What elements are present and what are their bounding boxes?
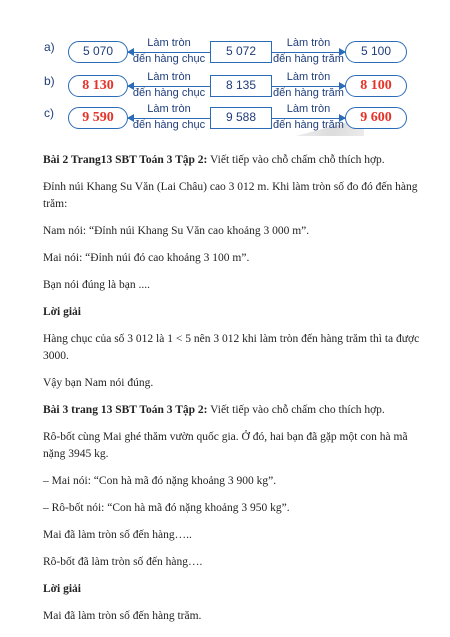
arrow-label-top: Làm tròn <box>147 103 191 115</box>
exercise-2-question: Bạn nói đúng là bạn .... <box>43 279 150 291</box>
exercise-row-b <box>0 72 450 102</box>
original-number-box: 8 135 <box>210 75 272 97</box>
exercise-3-question-robot: Rô-bốt đã làm tròn số đến hàng…. <box>43 556 203 568</box>
exercise-row-c <box>0 104 450 134</box>
row-letter: b) <box>44 74 55 88</box>
exercise-3-title: Bài 3 trang 13 SBT Toán 3 Tập 2: <box>43 404 208 416</box>
exercise-2-mai-statement: Mai nói: “Đỉnh núi đó cao khoảng 3 100 m”. <box>43 252 250 264</box>
rounded-tens-box: 5 070 <box>68 41 128 63</box>
arrow-label-top: Làm tròn <box>147 37 191 49</box>
exercise-2-problem: Đỉnh núi Khang Su Văn (Lai Châu) cao 3 012 m. Khi làm tròn số đo đó đến hàng trăm: <box>43 181 418 210</box>
arrow-label-bottom: đến hàng trăm <box>273 87 344 99</box>
exercise-3-solution-label: Lời giải <box>43 583 81 595</box>
exercise-3-mai-statement: – Mai nói: “Con hà mã đó nặng khoảng 3 900 kg”. <box>43 475 277 487</box>
original-number-box: 9 588 <box>210 107 272 129</box>
exercise-3-problem: Rô-bốt cùng Mai ghé thăm vườn quốc gia. Ở đó, hai bạn đã gặp một con hà mã nặng 3945 kg. <box>43 431 408 460</box>
rounding-exercise-figure <box>0 0 450 142</box>
exercise-2-conclusion: Vậy bạn Nam nói đúng. <box>43 377 154 389</box>
arrow-label-top: Làm tròn <box>286 37 331 49</box>
arrow-label-bottom: đến hàng trăm <box>273 53 344 65</box>
exercise-2-solution-label: Lời giải <box>43 306 81 318</box>
answer-hundreds-box: 8 100 <box>345 75 407 97</box>
answer-tens-box: 9 590 <box>68 107 128 129</box>
arrow-label-top: Làm tròn <box>286 103 331 115</box>
arrow-label-bottom: đến hàng trăm <box>273 119 344 131</box>
original-number-box: 5 072 <box>210 41 272 63</box>
answer-hundreds-box: 9 600 <box>345 107 407 129</box>
arrow-label-top: Làm tròn <box>286 71 331 83</box>
exercise-3-instruction: Viết tiếp vào chỗ chấm cho thích hợp. <box>207 404 385 416</box>
exercise-2-heading <box>43 152 428 169</box>
exercise-row-a <box>0 38 450 68</box>
answer-tens-box: 8 130 <box>68 75 128 97</box>
row-letter: a) <box>44 40 55 54</box>
document-body <box>43 152 428 635</box>
exercise-2-solution-text: Hàng chục của số 3 012 là 1 < 5 nên 3 012 khi làm tròn đến hàng trăm thì ta được 3000. <box>43 333 420 362</box>
arrow-label-bottom: đến hàng chục <box>132 119 206 131</box>
rounded-hundreds-box: 5 100 <box>345 41 407 63</box>
arrow-label-bottom: đến hàng chục <box>132 87 206 99</box>
exercise-3-solution-text: Mai đã làm tròn số đến hàng trăm. <box>43 610 202 622</box>
exercise-2-instruction: Viết tiếp vào chỗ chấm chỗ thích hợp. <box>207 154 385 166</box>
arrow-label-top: Làm tròn <box>147 71 191 83</box>
exercise-2-nam-statement: Nam nói: “Đỉnh núi Khang Su Văn cao khoảng 3 000 m”. <box>43 225 310 237</box>
exercise-3-question-mai: Mai đã làm tròn số đến hàng….. <box>43 529 192 541</box>
exercise-3-heading <box>43 402 428 419</box>
exercise-2-title: Bài 2 Trang13 SBT Toán 3 Tập 2: <box>43 154 208 166</box>
arrow-label-bottom: đến hàng chục <box>132 53 206 65</box>
row-letter: c) <box>44 106 54 120</box>
exercise-3-robot-statement: – Rô-bốt nói: “Con hà mã đó nặng khoảng 3 950 kg”. <box>43 502 290 514</box>
